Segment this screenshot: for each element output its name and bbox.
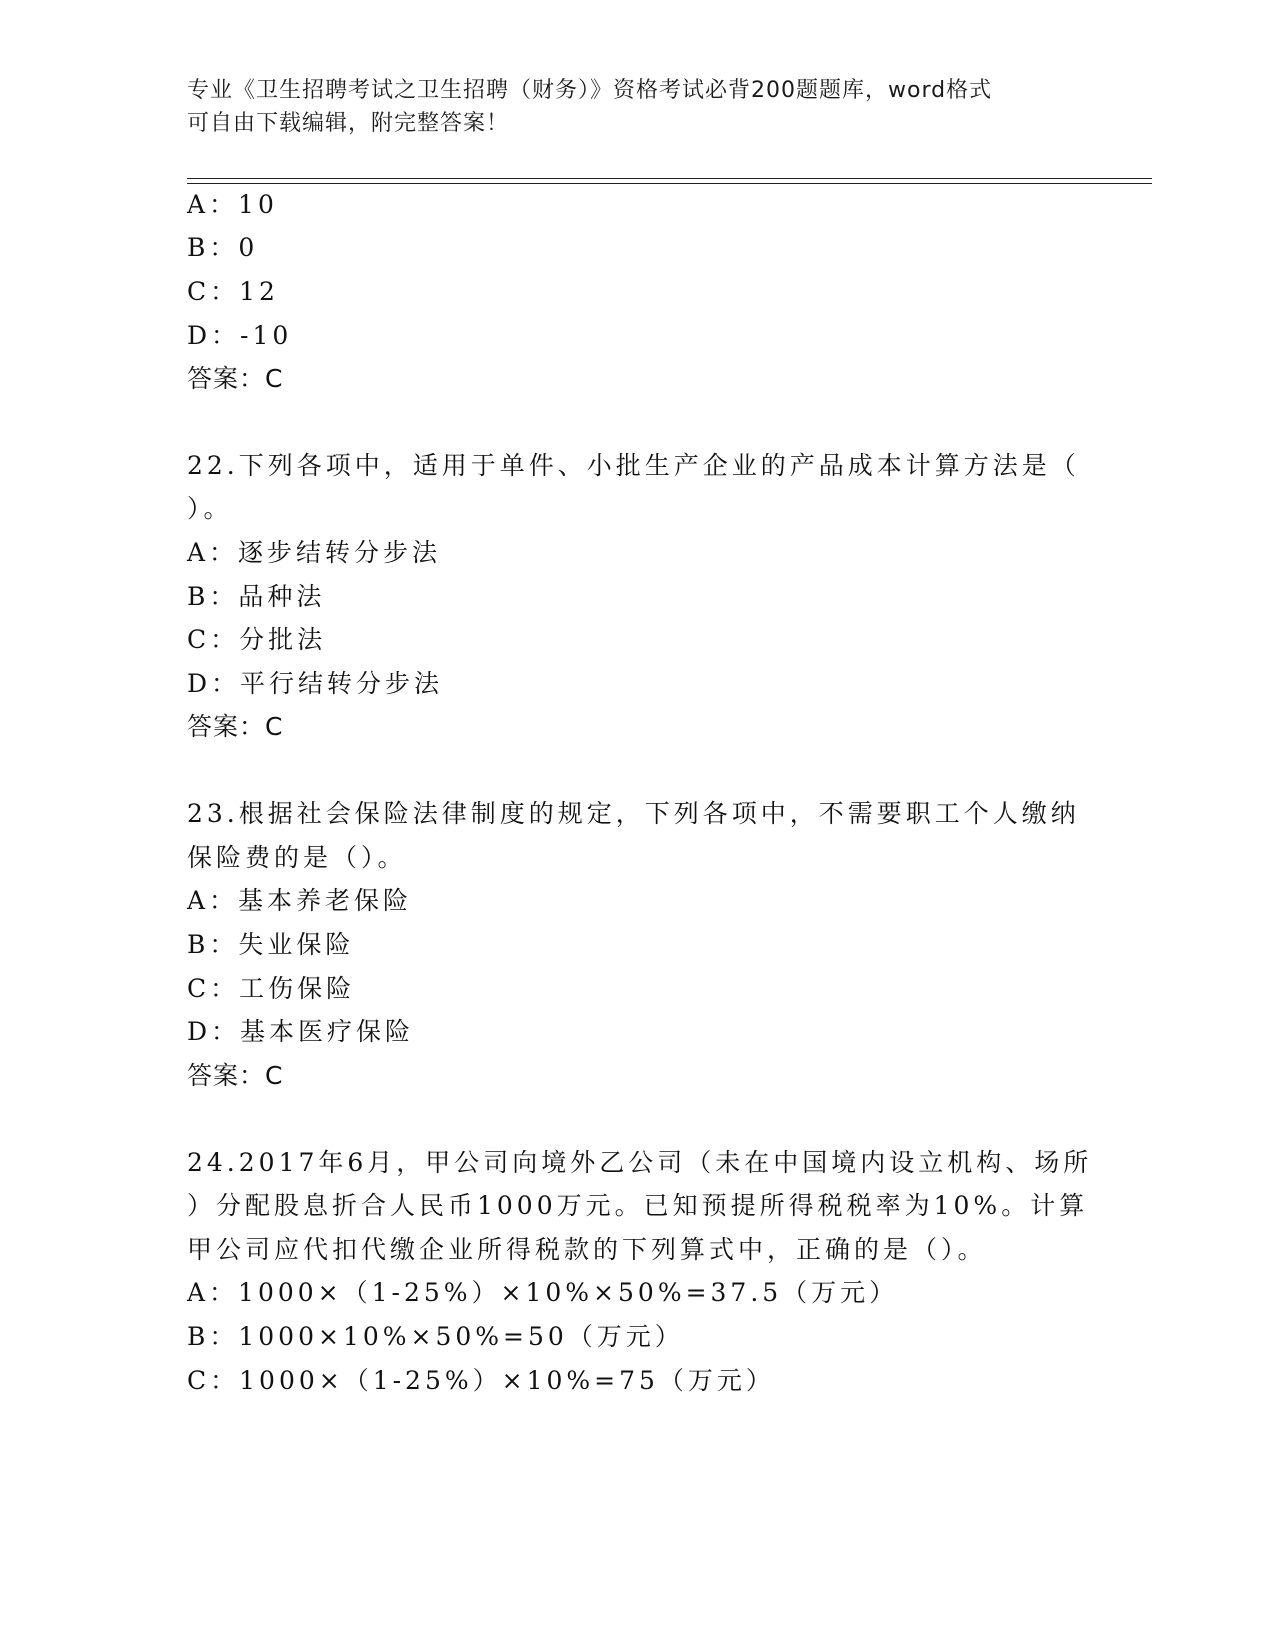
q24-stem-line-1: 24.2017年6月，甲公司向境外乙公司（未在中国境内设立机构、场所 [187,1148,1093,1177]
q21-option-d: D：-10 [187,321,293,350]
q22-stem-line-1: 22.下列各项中，适用于单件、小批生产企业的产品成本计算方法是（ [187,451,1080,480]
header-line-1: 专业《卫生招聘考试之卫生招聘（财务）》资格考试必背200题题库，word格式 [187,78,993,103]
q23-option-b: B：失业保险 [187,930,355,959]
q23-stem-line-2: 保险费的是（）。 [187,843,407,872]
q21-option-a: A：10 [187,190,278,219]
q21-answer: 答案：C [187,364,284,393]
q23-option-a: A：基本养老保险 [187,886,413,915]
q21-option-c: C：12 [187,277,279,306]
q22-stem-line-2: ）。 [187,494,233,523]
q22-option-c: C：分批法 [187,625,327,654]
q22-option-b: B：品种法 [187,582,326,611]
q24-option-a: A：1000×（1-25%）×10%×50%=37.5（万元） [187,1278,899,1307]
q22-answer: 答案：C [187,712,284,741]
q22-option-a: A：逐步结转分步法 [187,538,442,567]
document-header [187,74,1067,140]
q21-option-b: B：0 [187,233,259,262]
q23-stem-line-1: 23.根据社会保险法律制度的规定，下列各项中，不需要职工个人缴纳 [187,799,1080,828]
q23-option-d: D：基本医疗保险 [187,1017,415,1046]
q23-option-c: C：工伤保险 [187,974,356,1003]
q22-option-d: D：平行结转分步法 [187,669,444,698]
header-divider-bottom [187,183,1152,184]
q24-stem-line-3: 甲公司应代扣代缴企业所得税款的下列算式中，正确的是（）。 [187,1235,987,1264]
q24-stem-line-2: ）分配股息折合人民币1000万元。已知预提所得税税率为10%。计算 [187,1191,1089,1220]
q24-option-b: B：1000×10%×50%=50（万元） [187,1322,684,1351]
q23-answer: 答案：C [187,1061,284,1090]
header-line-2: 可自由下载编辑，附完整答案！ [187,111,510,136]
header-divider-top [187,178,1152,179]
q24-option-c: C：1000×（1-25%）×10%=75（万元） [187,1366,775,1395]
